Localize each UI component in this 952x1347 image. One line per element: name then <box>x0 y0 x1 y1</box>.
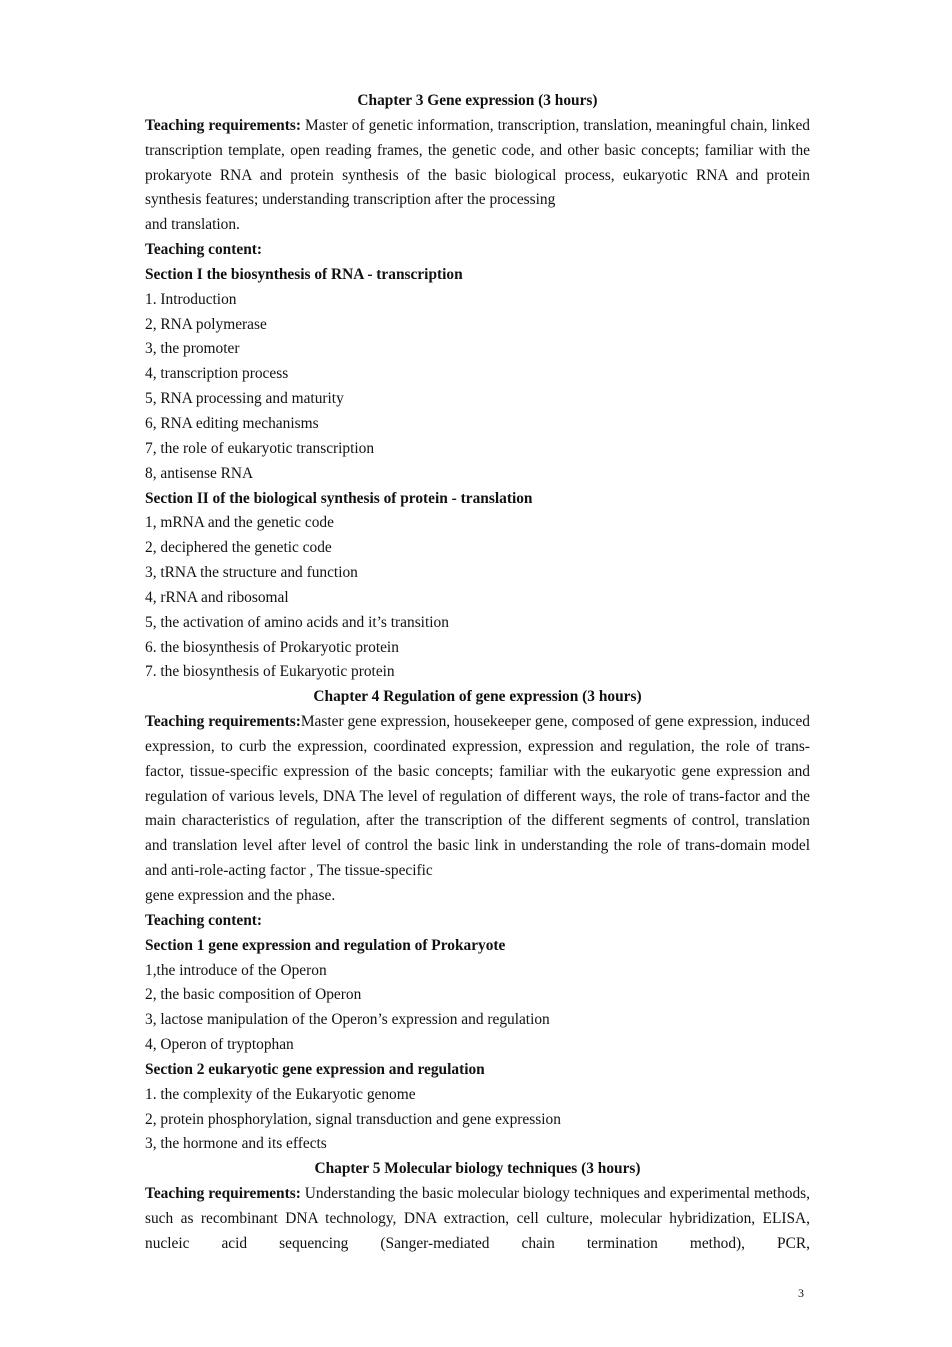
requirements-label: Teaching requirements: <box>145 713 301 731</box>
requirements-text-last-line: and translation. <box>145 216 240 234</box>
list-item: 1,the introduce of the Operon <box>145 961 327 979</box>
list-item: 8, antisense RNA <box>145 464 254 482</box>
list-item: 7, the role of eukaryotic transcription <box>145 439 375 457</box>
chapter-3-requirements <box>145 114 810 213</box>
chapter-3-title: Chapter 3 Gene expression (3 hours) <box>357 92 598 109</box>
list-item: 3, the hormone and its effects <box>145 1135 327 1153</box>
section-title: Section II of the biological synthesis of protein - translation <box>145 489 533 507</box>
list-item: 4, Operon of tryptophan <box>145 1036 294 1054</box>
list-item: 5, the activation of amino acids and it’s transition <box>145 613 449 631</box>
requirements-text: Master of genetic information, transcription, translation, meaningful chain, linked transcription template, open reading frames, the genetic code, and other basic concepts; familiar with the prokaryote RNA and protein synthesis of the basic biological process, eukaryotic RNA and protein synthesis features; understanding transcription after the processing <box>145 116 810 209</box>
list-item: 2, protein phosphorylation, signal transduction and gene expression <box>145 1110 561 1128</box>
document-page <box>145 89 810 1257</box>
list-item: 2, the basic composition of Operon <box>145 986 362 1004</box>
list-item: 4, rRNA and ribosomal <box>145 588 289 606</box>
chapter-4-title: Chapter 4 Regulation of gene expression (3 hours) <box>313 688 642 706</box>
page-number: 3 <box>798 1286 804 1300</box>
list-item: 3, tRNA the structure and function <box>145 564 358 582</box>
list-item: 2, deciphered the genetic code <box>145 539 332 557</box>
chapter-4-requirements <box>145 710 810 884</box>
list-item: 6, RNA editing mechanisms <box>145 414 319 432</box>
requirements-label: Teaching requirements: <box>145 1185 301 1203</box>
teaching-content-label: Teaching content: <box>145 241 262 259</box>
section-title: Section 1 gene expression and regulation of Prokaryote <box>145 936 506 954</box>
section-title: Section I the biosynthesis of RNA - transcription <box>145 265 463 283</box>
requirements-text: Understanding the basic molecular biology techniques and experimental methods, such as recombinant DNA technology, DNA extraction, cell culture, molecular hybridization, ELISA, nucleic acid sequencing (Sanger-mediated chain termination method), PCR, <box>145 1185 810 1252</box>
list-item: 7. the biosynthesis of Eukaryotic protein <box>145 663 395 681</box>
list-item: 4, transcription process <box>145 365 289 383</box>
section-title: Section 2 eukaryotic gene expression and regulation <box>145 1060 485 1078</box>
teaching-content-label: Teaching content: <box>145 911 262 929</box>
list-item: 3, lactose manipulation of the Operon’s expression and regulation <box>145 1011 550 1029</box>
list-item: 1. Introduction <box>145 290 237 308</box>
list-item: 5, RNA processing and maturity <box>145 390 344 408</box>
list-item: 1, mRNA and the genetic code <box>145 514 334 532</box>
list-item: 3, the promoter <box>145 340 240 358</box>
list-item: 6. the biosynthesis of Prokaryotic protein <box>145 638 399 656</box>
requirements-text: Master gene expression, housekeeper gene, composed of gene expression, induced expression, to curb the expression, coordinated expression, expression and regulation, the role of trans-factor, tissue-specific expression of the basic concepts; familiar with the eukaryotic gene expression and regulation of various levels, DNA The level of regulation of different ways, the role of trans-factor and the main characteristics of regulation, after the transcription of the different segments of control, translation and translation level after level of control the basic link in understanding the role of trans-domain model and anti-role-acting factor , The tissue-specific <box>145 713 810 880</box>
requirements-label: Teaching requirements: <box>145 116 301 134</box>
chapter-5-requirements <box>145 1182 810 1257</box>
list-item: 1. the complexity of the Eukaryotic genome <box>145 1085 416 1103</box>
list-item: 2, RNA polymerase <box>145 315 267 333</box>
requirements-text-last-line: gene expression and the phase. <box>145 887 336 904</box>
chapter-5-title: Chapter 5 Molecular biology techniques (3 hours) <box>314 1160 641 1178</box>
